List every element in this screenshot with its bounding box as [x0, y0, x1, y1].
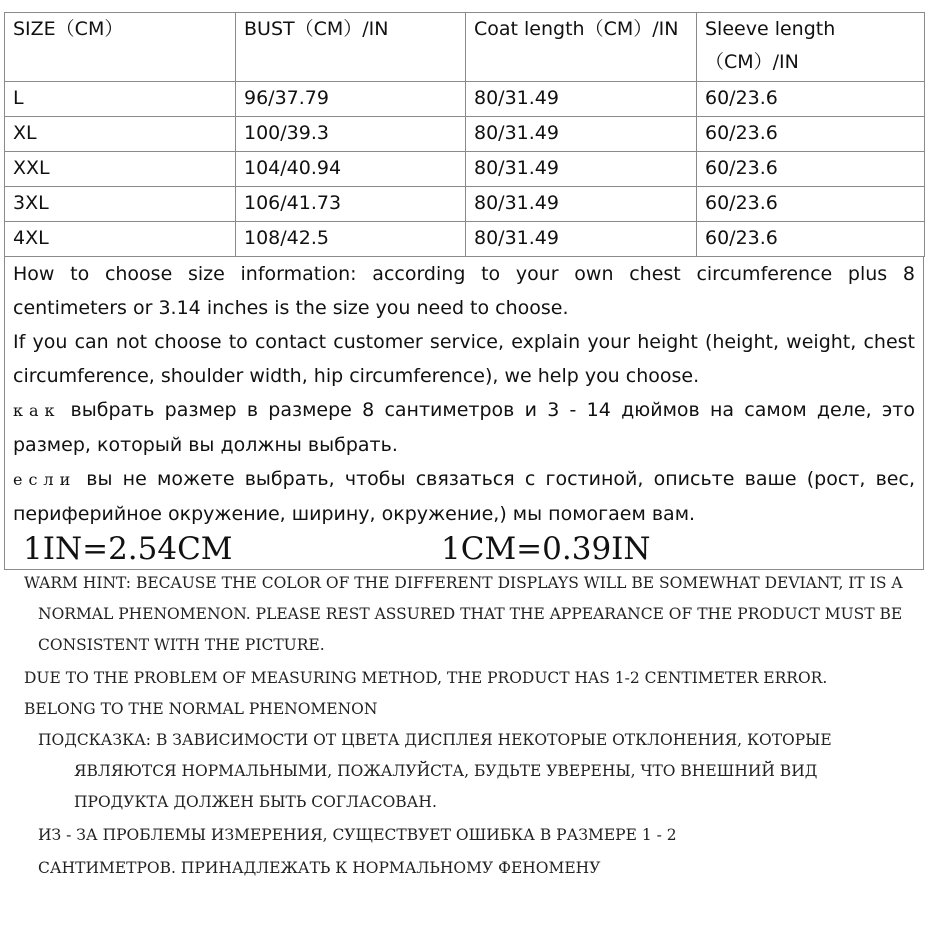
note-ru-prefix: как — [13, 401, 61, 420]
header-size: SIZE（CM） — [5, 13, 236, 82]
cell-bust: 106/41.73 — [236, 187, 466, 222]
cell-sleeve-length: 60/23.6 — [697, 82, 925, 117]
header-coat-length: Coat length（CM）/IN — [466, 13, 697, 82]
measuring-error-note: DUE TO THE PROBLEM OF MEASURING METHOD, THE PRODUCT HAS 1-2 CENTIMETER ERROR. BELONG TO THE NORMAL PHENOMENON — [24, 669, 828, 718]
header-bust: BUST（CM）/IN — [236, 13, 466, 82]
unit-conversion — [13, 531, 915, 567]
note-ru-contact — [13, 462, 915, 531]
cell-size: XXL — [5, 152, 236, 187]
cell-size: 3XL — [5, 187, 236, 222]
ru-measuring-error-2: САНТИМЕТРОВ. ПРИНАДЛЕЖАТЬ К НОРМАЛЬНОМУ ФЕНОМЕНУ — [38, 859, 601, 877]
cm-to-inch: 1CM=0.39IN — [441, 531, 651, 567]
table-row — [5, 117, 925, 152]
table-row — [5, 187, 925, 222]
size-table — [4, 12, 925, 257]
inch-to-cm: 1IN=2.54CM — [23, 531, 233, 567]
size-notes — [4, 257, 924, 570]
note-ru-how-to-choose — [13, 393, 915, 462]
cell-bust: 104/40.94 — [236, 152, 466, 187]
table-row — [5, 222, 925, 257]
ru-warm-hint: ПОДСКАЗКА: В ЗАВИСИМОСТИ ОТ ЦВЕТА ДИСПЛЕЯ НЕКОТОРЫЕ ОТКЛОНЕНИЯ, КОТОРЫЕ ЯВЛЯЮТСЯ НОРМАЛЬНЫМИ, ПОЖАЛУЙСТА, БУДЬТЕ УВЕРЕНЫ, ЧТО ВНЕШНИЙ ВИД ПРОДУКТА ДОЛЖЕН БЫТЬ СОГЛАСОВАН. — [38, 731, 832, 811]
cell-coat-length: 80/31.49 — [466, 152, 697, 187]
note-ru-prefix: если — [13, 470, 77, 489]
table-header-row — [5, 13, 925, 82]
note-ru-text: выбрать размер в размере 8 сантиметров и 3 - 14 дюймов на самом деле, это размер, который вы должны выбрать. — [13, 399, 915, 456]
cell-sleeve-length: 60/23.6 — [697, 152, 925, 187]
warm-hint: WARM HINT: BECAUSE THE COLOR OF THE DIFFERENT DISPLAYS WILL BE SOMEWHAT DEVIANT, IT IS A NORMAL PHENOMENON. PLEASE REST ASSURED THAT THE APPEARANCE OF THE PRODUCT MUST BE CONSISTENT WITH THE PICTURE. — [24, 574, 903, 654]
cell-coat-length: 80/31.49 — [466, 187, 697, 222]
cell-coat-length: 80/31.49 — [466, 82, 697, 117]
cell-bust: 100/39.3 — [236, 117, 466, 152]
cell-bust: 96/37.79 — [236, 82, 466, 117]
header-sleeve-length: Sleeve length（CM）/IN — [697, 13, 925, 82]
cell-sleeve-length: 60/23.6 — [697, 117, 925, 152]
cell-coat-length: 80/31.49 — [466, 222, 697, 257]
cell-bust: 108/42.5 — [236, 222, 466, 257]
table-row — [5, 82, 925, 117]
cell-size: L — [5, 82, 236, 117]
cell-sleeve-length: 60/23.6 — [697, 222, 925, 257]
ru-measuring-error: ИЗ - ЗА ПРОБЛЕМЫ ИЗМЕРЕНИЯ, СУЩЕСТВУЕТ ОШИБКА В РАЗМЕРЕ 1 - 2 — [38, 826, 677, 844]
note-ru-text: вы не можете выбрать, чтобы связаться с гостиной, описьте ваше (рост, вес, периферийное окружение, ширину, окружение,) мы помогаем вам. — [13, 468, 915, 525]
cell-sleeve-length: 60/23.6 — [697, 187, 925, 222]
note-contact-service: If you can not choose to contact customer service, explain your height (height, weight, chest circumference, shoulder width, hip circumference), we help you choose. — [13, 331, 915, 387]
size-chart — [4, 12, 924, 570]
cell-size: 4XL — [5, 222, 236, 257]
note-how-to-choose: How to choose size information: according to your own chest circumference plus 8 centimeters or 3.14 inches is the size you need to choose. — [13, 263, 915, 319]
cell-coat-length: 80/31.49 — [466, 117, 697, 152]
table-row — [5, 152, 925, 187]
cell-size: XL — [5, 117, 236, 152]
footer-notes — [24, 568, 914, 884]
